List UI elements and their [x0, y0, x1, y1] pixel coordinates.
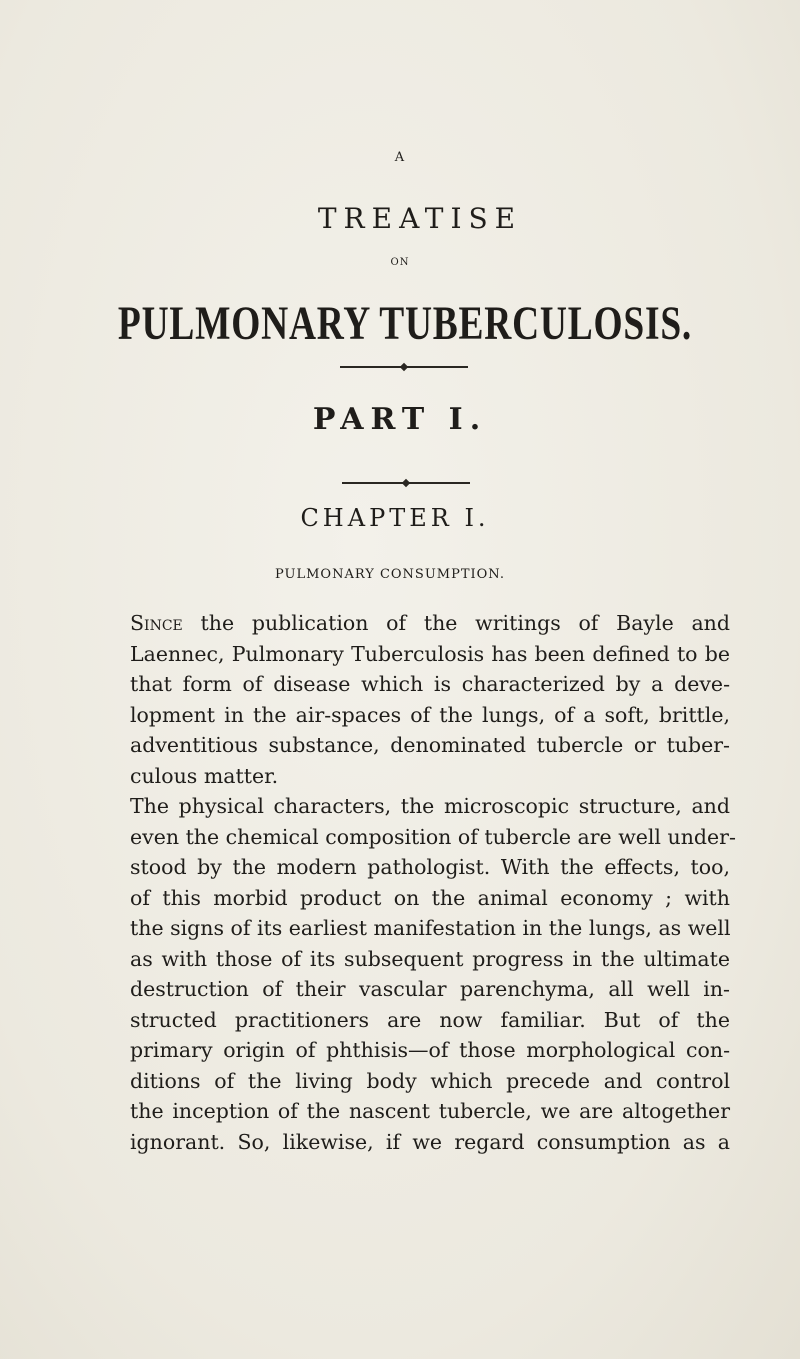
book-title: PULMONARY TUBERCULOSIS. [117, 297, 693, 350]
text-line: of this morbid product on the animal economy ; with [130, 885, 730, 910]
text-line: as with those of its subsequent progress in the ultimate [130, 946, 730, 971]
text-line: Laennec, Pulmonary Tuberculosis has been defined to be [130, 641, 730, 666]
part-heading: PART I. [312, 402, 488, 437]
text-line: ditions of the living body which precede and control [130, 1068, 730, 1093]
text-line: destruction of their vascular parenchyma, all well in- [130, 977, 730, 1001]
title-article: A [394, 150, 406, 165]
chapter-subtitle: PULMONARY CONSUMPTION. [275, 567, 505, 582]
text-line: even the chemical composition of tubercle are well under- [130, 824, 736, 849]
text-line: lopment in the air-spaces of the lungs, of a soft, brittle, [130, 702, 730, 727]
text-line: the inception of the nascent tubercle, we are altogether [130, 1099, 730, 1123]
text-line: Since the publication of the writings of Bayle and [130, 611, 730, 635]
text-line: The physical characters, the microscopic structure, and [130, 794, 730, 818]
text-line: the signs of its earliest manifestation in the lungs, as well [130, 916, 731, 940]
text-line: culous matter. [130, 763, 279, 788]
text-line: that form of disease which is characterized by a deve- [130, 672, 730, 696]
text-line: stood by the modern pathologist. With the effects, too, [130, 855, 730, 879]
text-line: ignorant. So, likewise, if we regard consumption as a [130, 1129, 730, 1154]
divider-ornament [402, 479, 410, 487]
body-text [130, 608, 736, 1157]
drop-word: Since [130, 611, 183, 635]
text-line: structed practitioners are now familiar. But of the [130, 1007, 730, 1032]
text-line: adventitious substance, denominated tubercle or tuber- [130, 733, 730, 757]
title-on: ON [390, 257, 410, 268]
chapter-heading: CHAPTER I. [300, 504, 490, 532]
text-line: primary origin of phthisis—of those morphological con- [130, 1038, 730, 1062]
divider-ornament [400, 363, 408, 371]
title-treatise: TREATISE [317, 202, 523, 235]
